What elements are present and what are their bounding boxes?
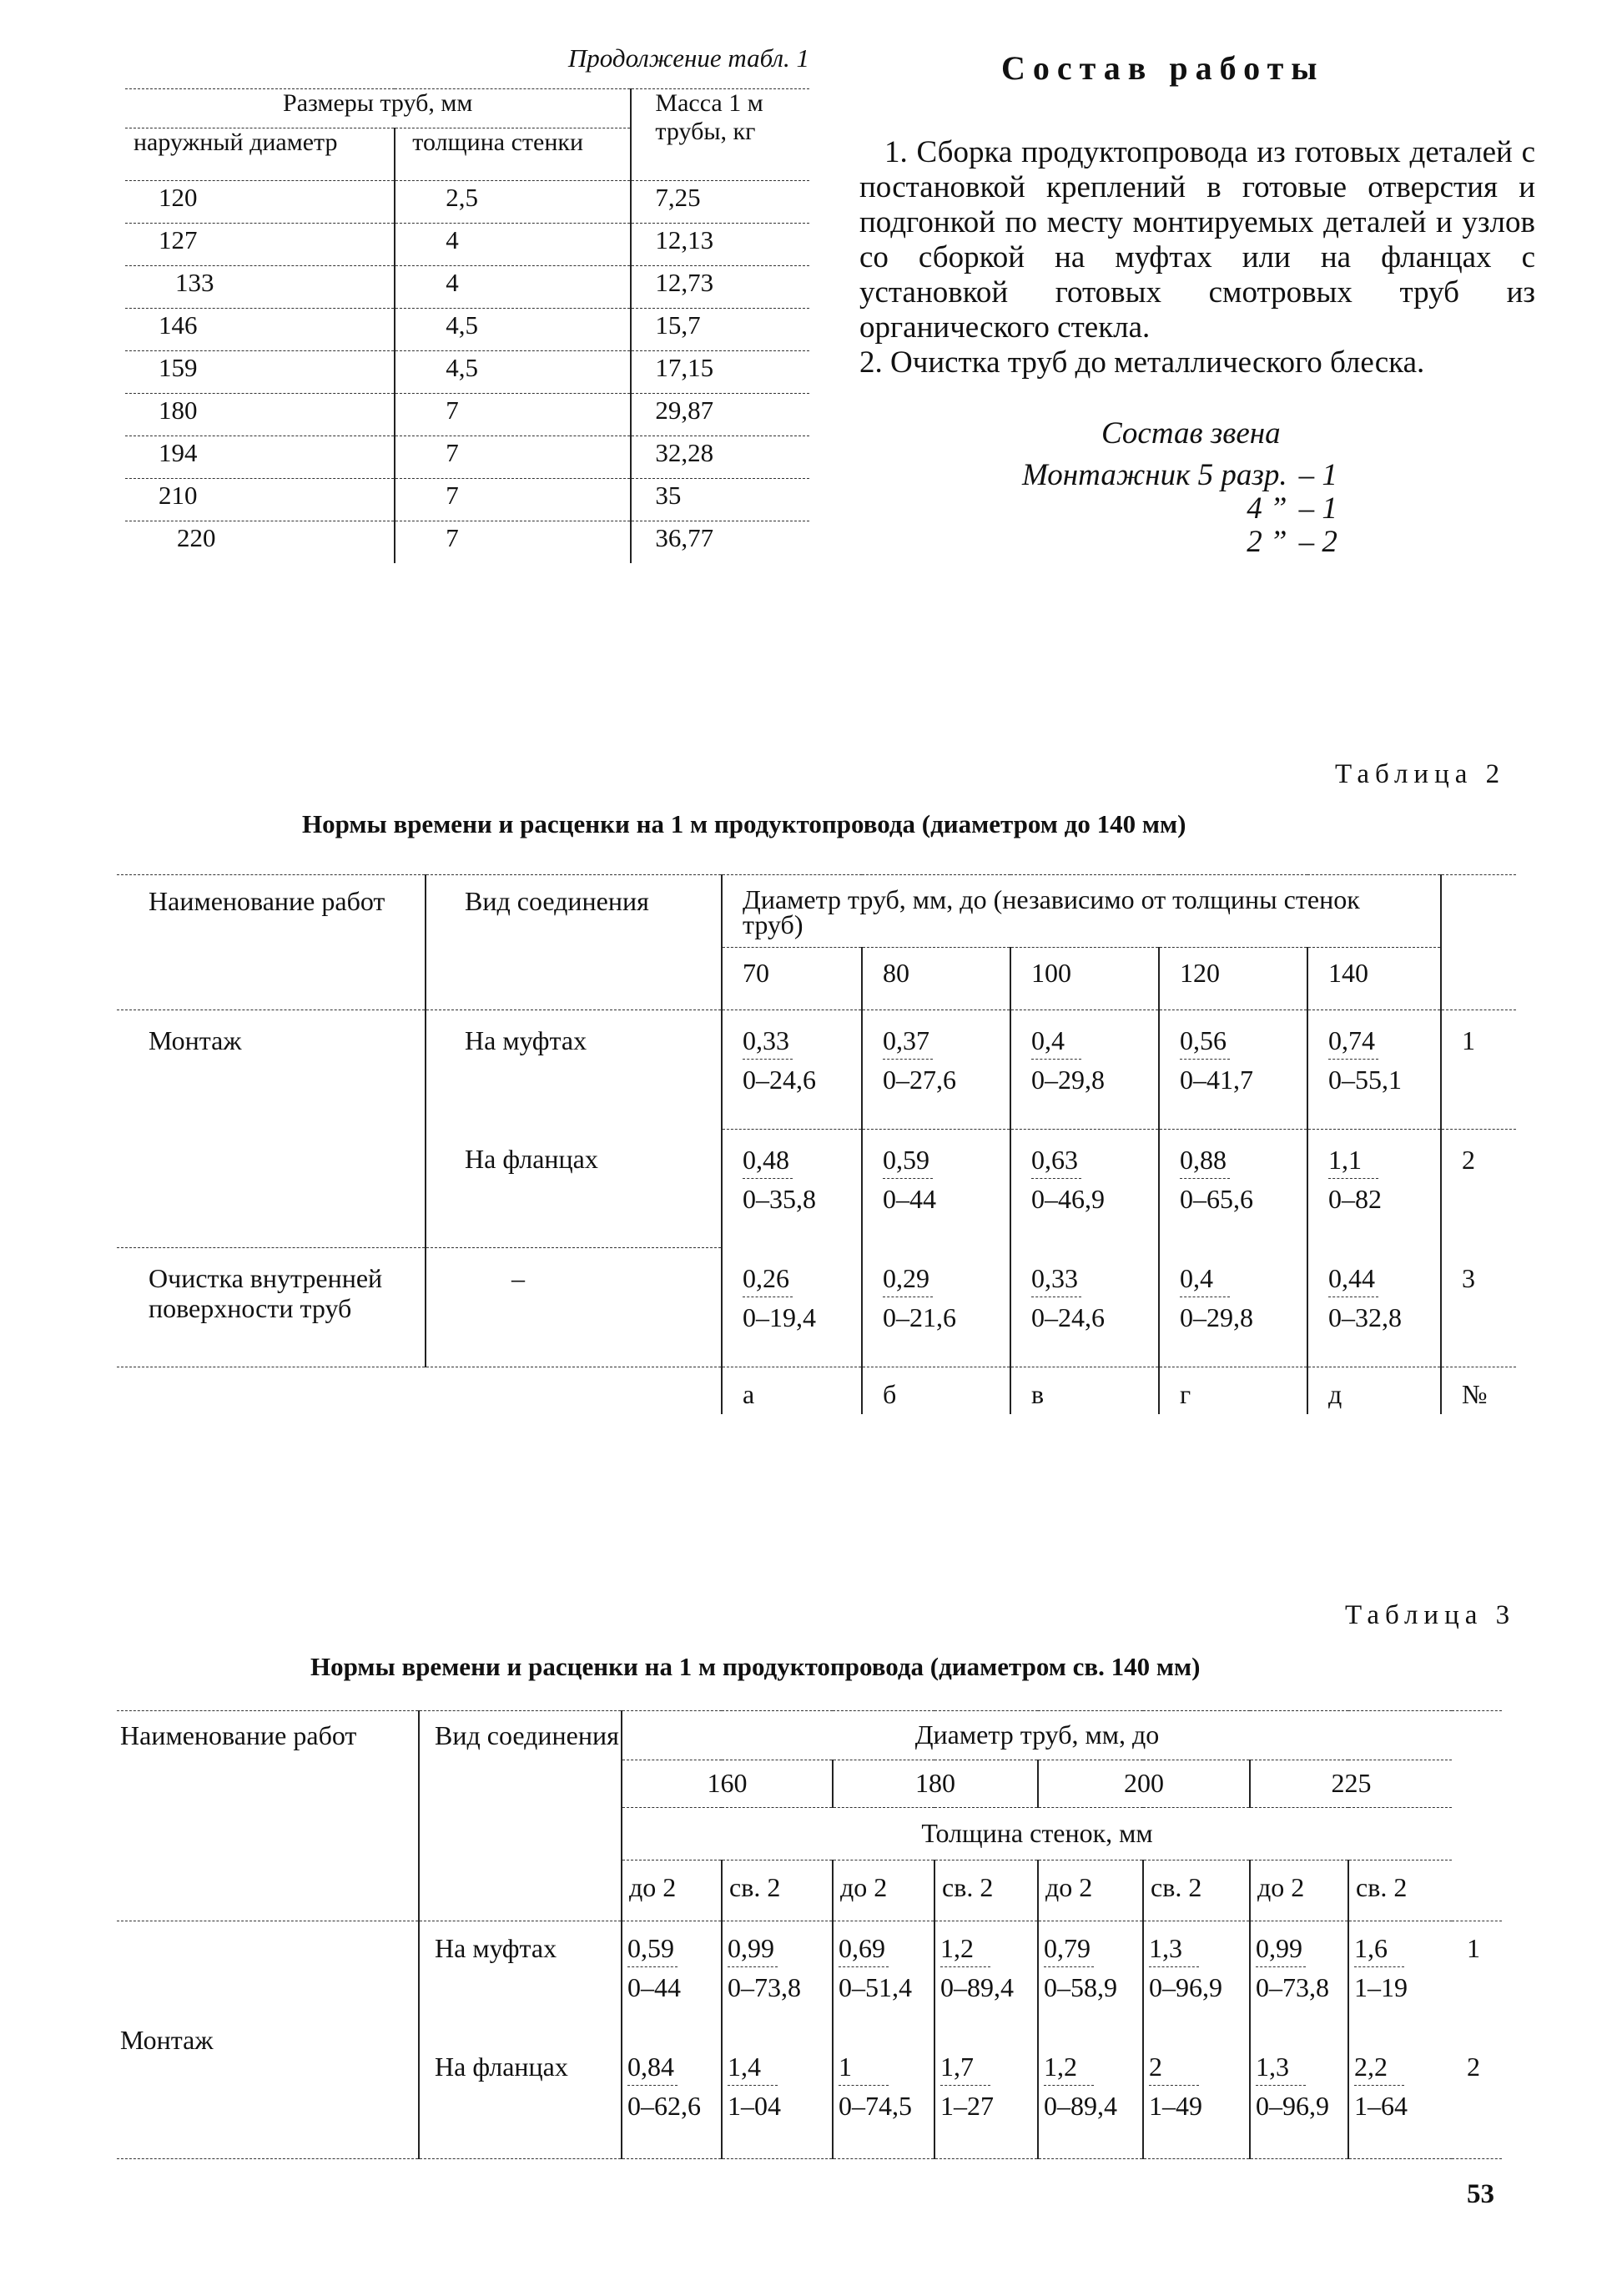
table2-norm-cell xyxy=(722,1248,862,1367)
norm-price: 0–24,6 xyxy=(1031,1302,1105,1332)
norm-price: 0–21,6 xyxy=(883,1302,956,1332)
table2-norm-cell xyxy=(1010,1129,1159,1248)
norm-time: 0,74 xyxy=(1328,1025,1375,1055)
norm-time: 0,63 xyxy=(1031,1144,1078,1175)
table2-norm-cell xyxy=(1307,1129,1441,1248)
crew-row-label: 2 ” xyxy=(1247,525,1287,559)
norm-price: 0–82 xyxy=(1328,1183,1382,1214)
table-row xyxy=(117,1248,1516,1367)
table3-norm-cell xyxy=(1143,1921,1250,2041)
norm-time: 0,33 xyxy=(1031,1262,1078,1293)
table1-header-outer-diameter: наружный диаметр xyxy=(125,128,395,181)
table1-header-wall-thickness: толщина стенки xyxy=(395,128,631,181)
norm-price: 0–19,4 xyxy=(743,1302,816,1332)
table1-body xyxy=(125,181,809,564)
norm-price: 0–35,8 xyxy=(743,1183,816,1214)
table1-mass: 36,77 xyxy=(631,521,809,564)
norm-time: 1,2 xyxy=(940,1933,974,1963)
norm-price: 0–29,8 xyxy=(1031,1065,1105,1095)
table3-norm-cell xyxy=(934,1921,1038,2041)
table2-work-name: Очистка внутренней поверхности труб xyxy=(117,1248,426,1367)
table2-norm-cell xyxy=(862,1248,1010,1367)
fraction-line xyxy=(1328,1059,1378,1060)
norm-time: 0,26 xyxy=(743,1262,789,1293)
table2-connection: – xyxy=(426,1248,722,1367)
fraction-line xyxy=(1044,2085,1094,2086)
norm-time: 0,4 xyxy=(1180,1262,1213,1293)
norm-price: 0–65,6 xyxy=(1180,1183,1253,1214)
norm-price: 0–44 xyxy=(627,1972,681,2002)
norm-time: 1,2 xyxy=(1044,2052,1077,2082)
work-composition-list xyxy=(859,135,1535,380)
table-row xyxy=(125,479,809,521)
table2-column-letter: а xyxy=(722,1367,862,1415)
table1-wall-thickness: 4,5 xyxy=(395,351,631,394)
norm-price: 0–27,6 xyxy=(883,1065,956,1095)
table3-header-num-blank xyxy=(1452,1711,1502,1921)
norm-time: 1,6 xyxy=(1354,1933,1388,1963)
table2-work-name xyxy=(117,1129,426,1248)
table2-row-number: 1 xyxy=(1441,1010,1516,1130)
table3-norm-cell xyxy=(833,1921,934,2041)
table1-header-pipe-sizes: Размеры труб, мм xyxy=(125,89,631,128)
table1-outer-diameter: 159 xyxy=(125,351,395,394)
table3 xyxy=(117,1710,1502,2159)
norm-time: 0,99 xyxy=(1256,1933,1302,1963)
fraction-line xyxy=(1149,1966,1199,1967)
table3-norm-cell xyxy=(833,2040,934,2159)
crew-title: Состав звена xyxy=(1101,416,1281,451)
table2-column-letter: г xyxy=(1159,1367,1307,1415)
table1-wall-thickness: 7 xyxy=(395,436,631,479)
fraction-line xyxy=(1044,1966,1094,1967)
table3-norm-cell xyxy=(1348,1921,1452,2041)
table2-header-row xyxy=(117,875,1516,948)
table2-column-letter: б xyxy=(862,1367,1010,1415)
crew-row xyxy=(1022,492,1337,526)
fraction-line xyxy=(940,1966,990,1967)
crew-row-count: – 1 xyxy=(1298,491,1337,526)
fraction-line xyxy=(627,1966,678,1967)
table-row xyxy=(117,1010,1516,1130)
table3-diameter-header: 200 xyxy=(1038,1760,1250,1808)
table1-wall-thickness: 7 xyxy=(395,521,631,564)
norm-time: 0,99 xyxy=(728,1933,774,1963)
table1 xyxy=(125,88,809,563)
norm-time: 1,1 xyxy=(1328,1144,1362,1175)
fraction-line xyxy=(1354,2085,1404,2086)
norm-time: 0,37 xyxy=(883,1025,929,1055)
table2-connection: На муфтах xyxy=(426,1010,722,1130)
fraction-line xyxy=(743,1178,793,1179)
table2-work-name: Монтаж xyxy=(149,1025,242,1055)
norm-price: 0–73,8 xyxy=(1256,1972,1329,2002)
table1-outer-diameter: 194 xyxy=(125,436,395,479)
table2-row-number: 3 xyxy=(1441,1248,1516,1367)
table1-outer-diameter: 146 xyxy=(125,309,395,351)
norm-price: 0–89,4 xyxy=(1044,2091,1117,2121)
table2-row-number: 2 xyxy=(1441,1129,1516,1248)
table1-mass: 15,7 xyxy=(631,309,809,351)
norm-time: 0,56 xyxy=(1180,1025,1227,1055)
table3-norm-cell xyxy=(1038,2040,1143,2159)
table2 xyxy=(117,874,1516,1414)
table2-norm-cell xyxy=(1307,1248,1441,1367)
table-row xyxy=(125,309,809,351)
table3-header-diameter: Диаметр труб, мм, до xyxy=(622,1711,1452,1760)
norm-time: 0,79 xyxy=(1044,1933,1091,1963)
table1-header-mass: Масса 1 м трубы, кг xyxy=(631,89,809,181)
fraction-line xyxy=(1328,1178,1378,1179)
table3-row-number: 2 xyxy=(1452,2040,1502,2159)
norm-price: 0–74,5 xyxy=(839,2091,912,2121)
fraction-line xyxy=(1256,1966,1306,1967)
table3-norm-cell xyxy=(722,2040,833,2159)
table3-wall-header: св. 2 xyxy=(722,1860,833,1921)
table-row xyxy=(125,266,809,309)
norm-price: 0–96,9 xyxy=(1149,1972,1222,2002)
norm-price: 0–58,9 xyxy=(1044,1972,1117,2002)
table3-header-wall: Толщина стенок, мм xyxy=(622,1808,1452,1860)
norm-time: 0,29 xyxy=(883,1262,929,1293)
fraction-line xyxy=(839,1966,889,1967)
table2-header-connection: Вид соединения xyxy=(426,875,722,1010)
norm-time: 0,44 xyxy=(1328,1262,1375,1293)
crew-row xyxy=(1022,526,1337,559)
table1-mass: 35 xyxy=(631,479,809,521)
table3-norm-cell xyxy=(622,1921,722,2041)
norm-time: 1,7 xyxy=(940,2052,974,2082)
fraction-line xyxy=(1354,1966,1404,1967)
table1-outer-diameter: 210 xyxy=(125,479,395,521)
norm-price: 0–89,4 xyxy=(940,1972,1014,2002)
table2-footer-num: № xyxy=(1441,1367,1516,1415)
fraction-line xyxy=(1031,1178,1081,1179)
fraction-line xyxy=(883,1059,933,1060)
table2-diameter-header: 70 xyxy=(722,948,862,1010)
table2-norm-cell xyxy=(862,1010,1010,1130)
norm-price: 0–55,1 xyxy=(1328,1065,1402,1095)
norm-price: 1–64 xyxy=(1354,2091,1408,2121)
norm-price: 0–73,8 xyxy=(728,1972,801,2002)
norm-price: 1–04 xyxy=(728,2091,781,2121)
fraction-line xyxy=(743,1059,793,1060)
norm-price: 0–51,4 xyxy=(839,1972,912,2002)
crew-row-count: – 1 xyxy=(1298,458,1337,492)
crew-table xyxy=(1022,459,1337,559)
table2-norm-cell xyxy=(1307,1010,1441,1130)
table2-footer-blank xyxy=(426,1367,722,1415)
table2-norm-cell xyxy=(862,1129,1010,1248)
fraction-line xyxy=(1149,2085,1199,2086)
norm-time: 0,48 xyxy=(743,1144,789,1175)
norm-price: 1–49 xyxy=(1149,2091,1202,2121)
norm-time: 1 xyxy=(839,2052,852,2082)
table3-diameter-header: 180 xyxy=(833,1760,1038,1808)
table-row xyxy=(125,351,809,394)
table-row xyxy=(125,436,809,479)
norm-price: 0–96,9 xyxy=(1256,2091,1329,2121)
table1-mass: 7,25 xyxy=(631,181,809,224)
table1-wall-thickness: 7 xyxy=(395,479,631,521)
table1-caption: Продолжение табл. 1 xyxy=(567,43,809,73)
table3-norm-cell xyxy=(1250,1921,1348,2041)
table3-wall-header: до 2 xyxy=(833,1860,934,1921)
table3-wall-header: до 2 xyxy=(1038,1860,1143,1921)
table3-norm-cell xyxy=(1348,2040,1452,2159)
crew-row-count: – 2 xyxy=(1298,525,1337,559)
fraction-line xyxy=(839,2085,889,2086)
table-row xyxy=(125,224,809,266)
table3-row-number: 1 xyxy=(1467,1933,1480,1963)
fraction-line xyxy=(940,2085,990,2086)
norm-time: 0,84 xyxy=(627,2052,674,2082)
table2-title: Нормы времени и расценки на 1 м продуктопровода (диаметром до 140 мм) xyxy=(302,809,1186,838)
norm-price: 1–27 xyxy=(940,2091,994,2121)
table3-norm-cell xyxy=(1143,2040,1250,2159)
table3-norm-cell xyxy=(934,2040,1038,2159)
norm-time: 2 xyxy=(1149,2052,1162,2082)
norm-time: 1,4 xyxy=(728,2052,761,2082)
norm-time: 0,88 xyxy=(1180,1144,1227,1175)
fraction-line xyxy=(1031,1059,1081,1060)
page-number: 53 xyxy=(1467,2179,1494,2209)
table1-mass: 12,73 xyxy=(631,266,809,309)
table2-norm-cell xyxy=(722,1129,862,1248)
table2-footer-blank xyxy=(117,1367,426,1415)
norm-time: 0,69 xyxy=(839,1933,885,1963)
table1-mass: 17,15 xyxy=(631,351,809,394)
table1-wall-thickness: 4 xyxy=(395,266,631,309)
table1-outer-diameter: 127 xyxy=(125,224,395,266)
norm-time: 0,59 xyxy=(883,1144,929,1175)
norm-price: 0–24,6 xyxy=(743,1065,816,1095)
table3-connection: На муфтах xyxy=(419,1921,622,2041)
norm-price: 0–32,8 xyxy=(1328,1302,1402,1332)
fraction-line xyxy=(1180,1178,1230,1179)
fraction-line xyxy=(627,2085,678,2086)
table-row xyxy=(117,1129,1516,1248)
table1-wall-thickness: 2,5 xyxy=(395,181,631,224)
table1-outer-diameter: 220 xyxy=(177,523,216,552)
table2-norm-cell xyxy=(1010,1010,1159,1130)
table2-norm-cell xyxy=(1159,1129,1307,1248)
table1-outer-diameter: 120 xyxy=(125,181,395,224)
table1-outer-diameter: 133 xyxy=(125,266,395,309)
table2-column-letter: в xyxy=(1010,1367,1159,1415)
table2-label: Таблица 2 xyxy=(1335,759,1506,789)
table2-norm-cell xyxy=(1010,1248,1159,1367)
table3-wall-header: св. 2 xyxy=(1143,1860,1250,1921)
table3-connection: На фланцах xyxy=(419,2040,622,2159)
table1-mass: 29,87 xyxy=(631,394,809,436)
table3-title: Нормы времени и расценки на 1 м продуктопровода (диаметром св. 140 мм) xyxy=(310,1652,1201,1681)
crew-row-label: Монтажник 5 разр. xyxy=(1022,458,1287,492)
norm-price: 0–46,9 xyxy=(1031,1183,1105,1214)
norm-time: 1,3 xyxy=(1149,1933,1182,1963)
norm-price: 0–62,6 xyxy=(627,2091,701,2121)
table2-diameter-header: 140 xyxy=(1307,948,1441,1010)
table-row xyxy=(125,394,809,436)
norm-price: 0–41,7 xyxy=(1180,1065,1253,1095)
table3-norm-cell xyxy=(1250,2040,1348,2159)
table3-wall-header: св. 2 xyxy=(1348,1860,1452,1921)
table3-wall-header: до 2 xyxy=(1250,1860,1348,1921)
table3-wall-header: до 2 xyxy=(622,1860,722,1921)
work-composition-title: Состав работы xyxy=(1001,49,1325,87)
norm-time: 0,59 xyxy=(627,1933,674,1963)
fraction-line xyxy=(728,2085,778,2086)
table3-label: Таблица 3 xyxy=(1345,1600,1516,1630)
table2-diameter-header: 100 xyxy=(1010,948,1159,1010)
table2-column-letter: д xyxy=(1307,1367,1441,1415)
table3-work-name: Монтаж xyxy=(117,1921,419,2159)
table2-diameter-header: 120 xyxy=(1159,948,1307,1010)
table1-mass: 32,28 xyxy=(631,436,809,479)
table1-wall-thickness: 4,5 xyxy=(395,309,631,351)
table3-body xyxy=(117,1921,1502,2159)
fraction-line xyxy=(728,1966,778,1967)
table-row xyxy=(125,521,809,564)
norm-time: 1,3 xyxy=(1256,2052,1289,2082)
table-row xyxy=(117,1921,1502,2041)
table2-body xyxy=(117,1010,1516,1367)
table2-norm-cell xyxy=(1159,1010,1307,1130)
table1-outer-diameter: 180 xyxy=(125,394,395,436)
table2-norm-cell xyxy=(722,1010,862,1130)
table2-connection: На фланцах xyxy=(426,1129,722,1248)
table3-header-connection: Вид соединения xyxy=(419,1711,622,1921)
table1-header-row xyxy=(125,89,809,128)
table2-norm-cell xyxy=(1159,1248,1307,1367)
table2-header-num-blank xyxy=(1441,875,1516,1010)
table2-diameter-header: 80 xyxy=(862,948,1010,1010)
norm-price: 1–19 xyxy=(1354,1972,1408,2002)
table3-diameter-header: 225 xyxy=(1250,1760,1452,1808)
table3-norm-cell xyxy=(1038,1921,1143,2041)
table3-norm-cell xyxy=(622,2040,722,2159)
crew-row-label: 4 ” xyxy=(1247,491,1287,526)
table2-header-diameter: Диаметр труб, мм, до (независимо от толщины стенок труб) xyxy=(722,875,1441,948)
table3-header-work-name: Наименование работ xyxy=(117,1711,419,1921)
fraction-line xyxy=(883,1178,933,1179)
norm-time: 0,4 xyxy=(1031,1025,1065,1055)
table2-header-work-name: Наименование работ xyxy=(117,875,426,1010)
table3-wall-header: св. 2 xyxy=(934,1860,1038,1921)
norm-price: 0–29,8 xyxy=(1180,1302,1253,1332)
norm-price: 0–44 xyxy=(883,1183,936,1214)
table1-wall-thickness: 7 xyxy=(395,394,631,436)
table3-diameter-header: 160 xyxy=(622,1760,833,1808)
work-item: 1. Сборка продуктопровода из готовых деталей с постановкой креплений в готовые отверстия и подгонкой по месту монтируемых деталей и узлов со сборкой на муфтах или на фланцах с установкой готовых смотровых труб из органического стекла. xyxy=(859,135,1535,345)
fraction-line xyxy=(1180,1059,1230,1060)
table2-footer-row xyxy=(117,1367,1516,1415)
table-row xyxy=(125,181,809,224)
norm-time: 2,2 xyxy=(1354,2052,1388,2082)
crew-row xyxy=(1022,459,1337,492)
norm-time: 0,33 xyxy=(743,1025,789,1055)
table3-norm-cell xyxy=(722,1921,833,2041)
table1-mass: 12,13 xyxy=(631,224,809,266)
fraction-line xyxy=(1256,2085,1306,2086)
work-item: 2. Очистка труб до металлического блеска. xyxy=(859,345,1425,380)
table1-wall-thickness: 4 xyxy=(395,224,631,266)
table3-header-row xyxy=(117,1711,1502,1760)
